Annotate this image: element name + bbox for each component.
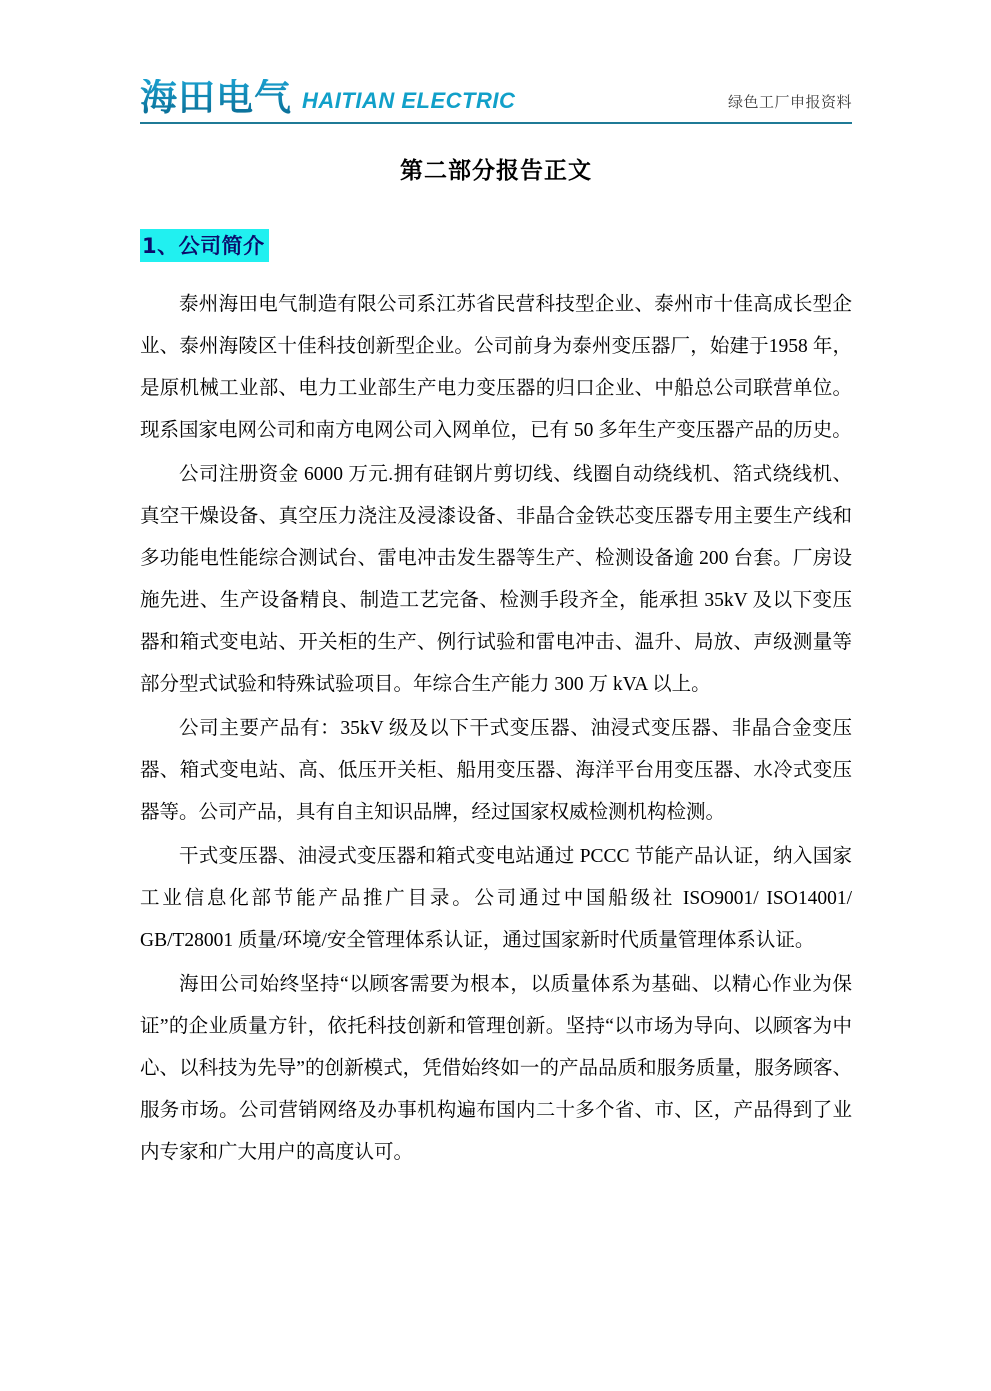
logo-chinese-name: 海田电气 — [140, 76, 292, 119]
page-title: 第二部分报告正文 — [400, 158, 592, 184]
section-heading-wrapper — [140, 185, 852, 262]
paragraph-list — [140, 284, 852, 1174]
header-subtitle: 绿色工厂申报资料 — [727, 93, 852, 111]
paragraph: 海田公司始终坚持“以顾客需要为根本，以质量体系为基础、以精心作业为保证”的企业质量方针，依托科技创新和管理创新。坚持“以市场为导向、以顾客为中心、以科技为先导”的创新模式，凭借始终如一的产品品质和服务质量，服务顾客、服务市场。公司营销网络及办事机构遍布国内二十多个省、市、区，产品得到了业内专家和广大用户的高度认可。 — [140, 974, 852, 1163]
page-header — [140, 62, 852, 124]
company-logo — [140, 76, 516, 119]
paragraph: 泰州海田电气制造有限公司系江苏省民营科技型企业、泰州市十佳高成长型企业、泰州海陵区十佳科技创新型企业。公司前身为泰州变压器厂，始建于1958 年，是原机械工业部、电力工业部生产电力变压器的归口企业、中船总公司联营单位。现系国家电网公司和南方电网公司入网单位，已有 50 多年生产变压器产品的历史。 — [140, 294, 852, 441]
paragraph: 公司主要产品有：35kV 级及以下干式变压器、油浸式变压器、非晶合金变压器、箱式变电站、高、低压开关柜、船用变压器、海洋平台用变压器、水冷式变压器等。公司产品，具有自主知识品牌，经过国家权威检测机构检测。 — [140, 718, 852, 823]
paragraph: 干式变压器、油浸式变压器和箱式变电站通过 PCCC 节能产品认证，纳入国家工业信息化部节能产品推广目录。公司通过中国船级社 ISO9001/ ISO14001/ GB/T28001 质量/环境/安全管理体系认证，通过国家新时代质量管理体系认证。 — [140, 846, 852, 951]
logo-english-name: HAITIAN ELECTRIC — [302, 88, 516, 113]
section-heading: 1、公司简介 — [140, 229, 269, 262]
document-body — [140, 140, 852, 1176]
paragraph: 公司注册资金 6000 万元.拥有硅钢片剪切线、线圈自动绕线机、箔式绕线机、真空干燥设备、真空压力浇注及浸漆设备、非晶合金铁芯变压器专用主要生产线和多功能电性能综合测试台、雷电冲击发生器等生产、检测设备逾 200 台套。厂房设施先进、生产设备精良、制造工艺完备、检测手段齐全，能承担 35kV 及以下变压器和箱式变电站、开关柜的生产、例行试验和雷电冲击、温升、局放、声级测量等部分型式试验和特殊试验项目。年综合生产能力 300 万 kVA 以上。 — [140, 464, 852, 695]
